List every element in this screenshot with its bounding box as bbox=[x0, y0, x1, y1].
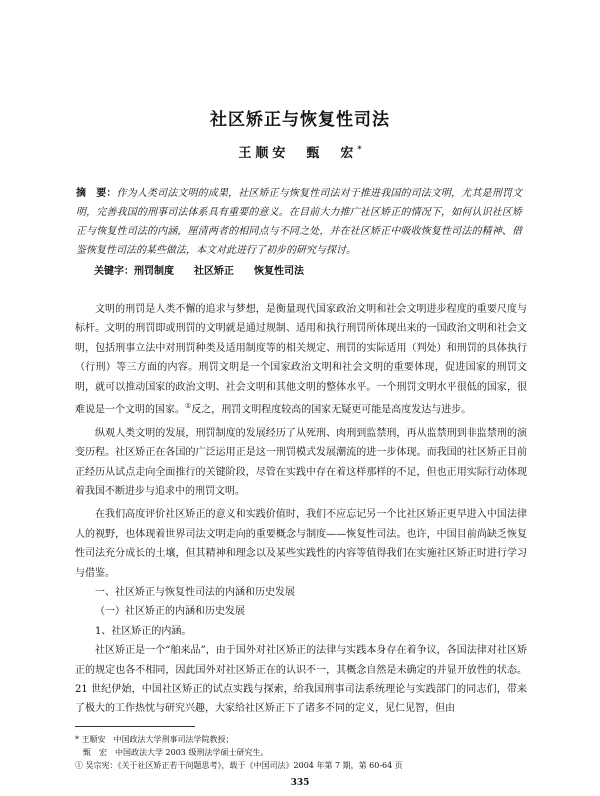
paragraph-3: 在我们高度评价社区矫正的意义和实践价值时，我们不应忘记另一个比社区矫正更早进入中国法律人的视野，也体现着世界司法文明走向的重要概念与制度——恢复性司法。也许，中国目前尚缺乏恢复性司法充分成长的土壤，但其精神和理念以及某些实践性的内容等值得我们在实施社区矫正时进行学习与借鉴。 bbox=[75, 509, 527, 579]
footnote-divider bbox=[75, 726, 195, 727]
paragraph-1-text: 文明的刑罚是人类不懈的追求与梦想，是衡量现代国家政治文明和社会文明进步程度的重要尺度与标杆。文明的刑罚即或刑罚的文明就是通过规制、适用和执行刑罚所体现出来的一国政治文明和社会文明，包括刑事立法中对刑罚种类及适用制度等的相关规定、刑罚的实际适用（判处）和刑罚的具体执行（行刑）等三方面的内容。刑罚文明是一个国家政治文明和社会文明的重要体现，促进国家的刑罚文明，就可以推动国家的政治文明、社会文明和其他文明的整体水平。一个刑罚文明水平很低的国家，很难说是一个文明的国家。 bbox=[75, 304, 527, 416]
abstract-text: 作为人类司法文明的成果，社区矫正与恢复性司法对于推进我国的司法文明，尤其是刑罚文明，完善我国的刑事司法体系具有重要的意义。在目前大力推广社区矫正的情况下，如何认识社区矫正与恢复性司法的内涵，厘清两者的相同点与不同之处，并在社区矫正中吸收恢复性司法的精神、借鉴恢复性司法的某些做法，本文对此进行了初步的研究与探讨。 bbox=[76, 188, 523, 256]
section-heading-1-1-1: 1、社区矫正的内涵。 bbox=[95, 625, 192, 637]
footnote-author-1: * 王顺安 中国政法大学刑事司法学院教授； bbox=[75, 735, 234, 744]
paragraph-1 bbox=[75, 300, 527, 420]
footnote-ref-1: ① bbox=[185, 402, 192, 411]
paragraph-2: 纵观人类文明的发展，刑罚制度的发展经历了从死刑、肉刑到监禁刑，再从监禁刑到非监禁刑的演变历程。社区矫正在各国的广泛运用正是这一刑罚模式发展潮流的进一步体现。而我国的社区矫正目前正经历从试点走向全面推行的关键阶段，尽管在实践中存在着这样那样的不足，但也正用实际行动体现着我国不断进步与追求中的刑罚文明。 bbox=[75, 427, 527, 497]
footnote-citation-1: ① 吴宗宪：《关于社区矫正若干问题思考》，载于《中国司法》2004 年第 7 期，第 60-64 页 bbox=[75, 761, 403, 770]
keywords-text: 刑罚制度 社区矫正 恢复性司法 bbox=[134, 266, 304, 277]
keywords-label: 关键字： bbox=[94, 266, 134, 277]
footnote-author-2: 甄 宏 中国政法大学 2003 级刑法学硕士研究生。 bbox=[75, 748, 269, 757]
section-heading-1: 一、社区矫正与恢复性司法的内涵和历史发展 bbox=[95, 587, 295, 599]
paragraph-1-tail: 反之，刑罚文明程度较高的国家无疑更可能是高度发达与进步。 bbox=[191, 404, 472, 416]
article-body bbox=[75, 300, 527, 719]
abstract-label: 摘 要： bbox=[76, 188, 117, 199]
section-heading-1-1: （一）社区矫正的内涵和历史发展 bbox=[95, 606, 245, 618]
article-title: 社区矫正与恢复性司法 bbox=[210, 110, 390, 130]
page-number: 335 bbox=[290, 778, 310, 788]
footnotes bbox=[75, 733, 527, 772]
author-names: 王顺安 甄 宏 bbox=[238, 146, 358, 161]
paragraph-4: 社区矫正是一个“舶来品”，由于国外对社区矫正的法律与实践本身存在着争议，各国法律对社区矫正的规定也各不相同，因此国外对社区矫正在的认识不一，其概念自然是未确定的并显开放性的状态。21 世纪伊始，中国社区矫正的试点实践与探索，给我国刑事司法系统理论与实践部门的同志们，带来了极大的工作热忱与研究兴趣，大家给社区矫正下了诸多不同的定义，见仁见智，但由 bbox=[75, 645, 527, 715]
keywords bbox=[94, 262, 524, 277]
author-footnote-mark: * bbox=[357, 143, 362, 154]
author-line bbox=[0, 142, 600, 161]
abstract bbox=[76, 184, 522, 260]
